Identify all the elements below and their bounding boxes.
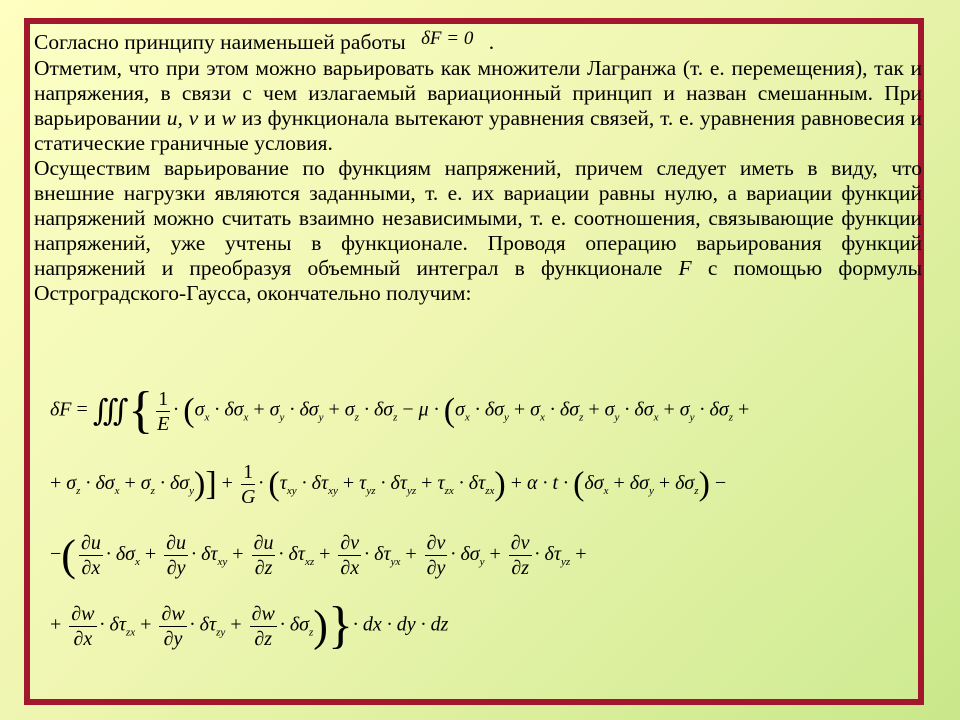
p2-vars: u, v: [166, 106, 199, 130]
p2-text-b: из функционала вытекают уравнения связей, т. е. уравнения равновесия и статические граничные условия.: [34, 106, 923, 155]
p2-w: w: [221, 106, 236, 130]
equation-line-4: + $\frac{\partial w}{\partial x}$ · $\delta\tau_{zx}$ + $\frac{\partial w}{\partial y}$ · $\delta\tau_{zy}$ + $\frac{\partial w}{\partial z}$ · $\delta\sigma_z)\}\cdot$ dx · dy · dz: [50, 597, 449, 654]
p2-text-a: Отметим, что при этом можно варьировать как множители Лагранжа (т. е. перемещения), так и напряжения, в связи с чем излагаемый вариационный принцип и назван смешанным. При варьировании: [34, 56, 922, 130]
p3-functional: F: [678, 256, 692, 280]
paragraph-2: [34, 56, 922, 156]
p3-text-b: с помощью формулы Остроградского-Гаусса, окончательно получим:: [34, 256, 923, 305]
p2-and: и: [204, 106, 216, 130]
inline-equation: δF = 0: [421, 28, 474, 49]
paragraph-3: [34, 156, 922, 306]
slide-text: [34, 30, 922, 306]
p1-period: .: [488, 30, 495, 54]
paragraph-1: [34, 30, 922, 56]
p1-text: Согласно принципу наименьшей работы: [34, 30, 406, 54]
equation-line-3: −( $\frac{\partial u}{\partial x}$ · $\delta\sigma_x$ + $\frac{\partial u}{\partial y}$ · $\delta\tau_{xy}$ + $\frac{\partial u}{\partial z}$ · $\delta\tau_{xz}$ + $\frac{\partial v}{\partial x}$ · $\delta\tau_{yx}$ + $\frac{\partial v}{\partial y}$ · $\delta\sigma_y$ + $\frac{\partial v}{\partial z}$ · $\delta\tau_{yz}$ +: [50, 531, 587, 580]
p3-text-a: Осуществим варьирование по функциям напряжений, причем следует иметь в виду, что внешние нагрузки являются заданными, т. е. их вариации равны нулю, а вариации функций напряжений можно считать взаимно независимыми, т. е. соотношения, связывающие функции напряжений, уже учтены в функционале. Проводя операцию варьирования функций напряжений и преобразуя объемный интеграл в функционале: [34, 156, 922, 280]
equation-line-2: + $\sigma_z \cdot \delta\sigma_x + \sigma_z \cdot \delta\sigma_y$)] + $\frac{1}{G}$ · $(\tau_{xy} \cdot \delta\tau_{xy} + \tau_{yz} \cdot \delta\tau_{yz} + \tau_{zx} \cdot \delta\tau_{zx}) + \alpha \cdot t \cdot (\delta\sigma_x + \delta\sigma_y + \delta\sigma_z)$ −: [50, 461, 727, 508]
equation-line-1: δF = ∭{ $\frac{1}{E}$ · ($\sigma_x \cdot \delta\sigma_x + \sigma_y \cdot \delta\sigma_y + \sigma_z \cdot \delta\sigma_z - \mu \cdot (\sigma_x \cdot \delta\sigma_y + \sigma_x \cdot \delta\sigma_z + \sigma_y \cdot \delta\sigma_x + \sigma_y \cdot \delta\sigma_z$ +: [50, 382, 750, 439]
